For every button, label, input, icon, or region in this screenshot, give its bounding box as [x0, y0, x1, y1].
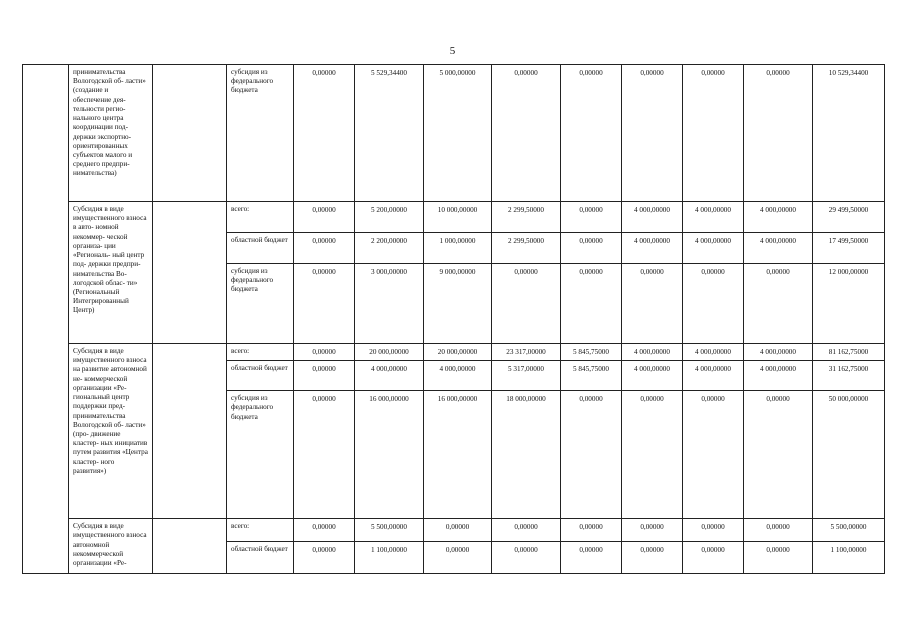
- executor-cell: [153, 344, 227, 519]
- year-value-cell: 0,00000: [744, 391, 813, 519]
- total-value-cell: 10 529,34400: [813, 65, 885, 202]
- year-value-cell: 0,00000: [683, 542, 744, 574]
- funding-source-label: всего:: [227, 344, 294, 361]
- year-value-cell: 4 000,00000: [424, 361, 492, 391]
- year-value-cell: 4 000,00000: [744, 344, 813, 361]
- year-value-cell: 0,00000: [561, 391, 622, 519]
- year-value-cell: 0,00000: [424, 542, 492, 574]
- year-value-cell: 5 500,00000: [355, 519, 424, 542]
- year-value-cell: 4 000,00000: [744, 202, 813, 233]
- year-value-cell: 0,00000: [744, 519, 813, 542]
- page-number: 5: [449, 45, 456, 57]
- funding-source-label: областной бюджет: [227, 233, 294, 264]
- measure-description: Субсидия в виде имущественного взноса в авто- номной некоммер- ческой организа- ции «Региональ- ный центр под- держки предпри- нимательства Во- логодской облас- ти» (Региональный Интегрированный Центр): [69, 202, 153, 344]
- funding-source-label: субсидия из федерального бюджета: [227, 65, 294, 202]
- year-value-cell: 4 000,00000: [683, 361, 744, 391]
- year-value-cell: 5 845,75000: [561, 344, 622, 361]
- year-value-cell: 0,00000: [492, 542, 561, 574]
- table-row: [23, 202, 885, 233]
- table-body: [23, 65, 885, 574]
- year-value-cell: 0,00000: [294, 542, 355, 574]
- year-value-cell: 3 000,00000: [355, 264, 424, 344]
- total-value-cell: 31 162,75000: [813, 361, 885, 391]
- year-value-cell: 23 317,00000: [492, 344, 561, 361]
- year-value-cell: 4 000,00000: [622, 361, 683, 391]
- table-row: [23, 65, 885, 202]
- year-value-cell: 0,00000: [561, 202, 622, 233]
- year-value-cell: 0,00000: [294, 519, 355, 542]
- total-value-cell: 50 000,00000: [813, 391, 885, 519]
- total-value-cell: 17 499,50000: [813, 233, 885, 264]
- year-value-cell: 0,00000: [683, 519, 744, 542]
- budget-table: [22, 64, 885, 574]
- year-value-cell: 4 000,00000: [683, 233, 744, 264]
- blank-number-column: [23, 65, 69, 574]
- funding-source-label: субсидия из федерального бюджета: [227, 391, 294, 519]
- year-value-cell: 4 000,00000: [683, 202, 744, 233]
- year-value-cell: 0,00000: [294, 264, 355, 344]
- year-value-cell: 4 000,00000: [683, 344, 744, 361]
- year-value-cell: 1 000,00000: [424, 233, 492, 264]
- funding-source-label: всего:: [227, 202, 294, 233]
- year-value-cell: 20 000,00000: [424, 344, 492, 361]
- executor-cell: [153, 202, 227, 344]
- year-value-cell: 16 000,00000: [355, 391, 424, 519]
- year-value-cell: 0,00000: [622, 391, 683, 519]
- year-value-cell: 4 000,00000: [744, 233, 813, 264]
- year-value-cell: 0,00000: [294, 344, 355, 361]
- year-value-cell: 0,00000: [492, 264, 561, 344]
- year-value-cell: 0,00000: [683, 65, 744, 202]
- year-value-cell: 10 000,00000: [424, 202, 492, 233]
- year-value-cell: 0,00000: [561, 233, 622, 264]
- year-value-cell: 0,00000: [561, 65, 622, 202]
- executor-cell: [153, 65, 227, 202]
- table-row: [23, 344, 885, 361]
- year-value-cell: 4 000,00000: [744, 361, 813, 391]
- funding-source-label: областной бюджет: [227, 542, 294, 574]
- year-value-cell: 4 000,00000: [622, 233, 683, 264]
- year-value-cell: 2 299,50000: [492, 233, 561, 264]
- year-value-cell: 0,00000: [622, 264, 683, 344]
- year-value-cell: 4 000,00000: [622, 202, 683, 233]
- year-value-cell: 0,00000: [561, 542, 622, 574]
- year-value-cell: 0,00000: [294, 233, 355, 264]
- year-value-cell: 0,00000: [744, 65, 813, 202]
- funding-source-label: субсидия из федерального бюджета: [227, 264, 294, 344]
- total-value-cell: 5 500,00000: [813, 519, 885, 542]
- year-value-cell: 18 000,00000: [492, 391, 561, 519]
- measure-description: принимательства Вологодской об- ласти» (создание и обеспечение дея- тельности регио- нального центра координации под- держки экспортно- ориентированных субъектов малого и среднего предпри- нимательства): [69, 65, 153, 202]
- table-row: [23, 519, 885, 542]
- year-value-cell: 0,00000: [561, 519, 622, 542]
- year-value-cell: 0,00000: [294, 361, 355, 391]
- year-value-cell: 4 000,00000: [355, 361, 424, 391]
- year-value-cell: 2 200,00000: [355, 233, 424, 264]
- year-value-cell: 9 000,00000: [424, 264, 492, 344]
- total-value-cell: 12 000,00000: [813, 264, 885, 344]
- total-value-cell: 1 100,00000: [813, 542, 885, 574]
- year-value-cell: 0,00000: [622, 519, 683, 542]
- year-value-cell: 0,00000: [294, 202, 355, 233]
- year-value-cell: 0,00000: [744, 542, 813, 574]
- year-value-cell: 5 000,00000: [424, 65, 492, 202]
- year-value-cell: 0,00000: [294, 391, 355, 519]
- year-value-cell: 0,00000: [622, 542, 683, 574]
- year-value-cell: 5 845,75000: [561, 361, 622, 391]
- total-value-cell: 29 499,50000: [813, 202, 885, 233]
- year-value-cell: 0,00000: [561, 264, 622, 344]
- measure-description: Субсидия в виде имущественного взноса на развитие автономной не- коммерческой организации «Ре- гиональный центр поддержки пред- принимательства Вологодской об- ласти» (про- движение кластер- ных инициатив путем развития «Центра кластер- ного развития»): [69, 344, 153, 519]
- year-value-cell: 5 317,00000: [492, 361, 561, 391]
- measure-description: Субсидия в виде имущественного взноса автономной некоммерческой организации «Ре-: [69, 519, 153, 574]
- funding-source-label: всего:: [227, 519, 294, 542]
- total-value-cell: 81 162,75000: [813, 344, 885, 361]
- year-value-cell: 0,00000: [492, 65, 561, 202]
- year-value-cell: 0,00000: [744, 264, 813, 344]
- year-value-cell: 4 000,00000: [622, 344, 683, 361]
- year-value-cell: 16 000,00000: [424, 391, 492, 519]
- year-value-cell: 2 299,50000: [492, 202, 561, 233]
- year-value-cell: 0,00000: [492, 519, 561, 542]
- year-value-cell: 0,00000: [424, 519, 492, 542]
- year-value-cell: 0,00000: [622, 65, 683, 202]
- year-value-cell: 5 529,34400: [355, 65, 424, 202]
- executor-cell: [153, 519, 227, 574]
- year-value-cell: 20 000,00000: [355, 344, 424, 361]
- year-value-cell: 0,00000: [683, 391, 744, 519]
- year-value-cell: 0,00000: [294, 65, 355, 202]
- year-value-cell: 0,00000: [683, 264, 744, 344]
- year-value-cell: 5 200,00000: [355, 202, 424, 233]
- year-value-cell: 1 100,00000: [355, 542, 424, 574]
- funding-source-label: областной бюджет: [227, 361, 294, 391]
